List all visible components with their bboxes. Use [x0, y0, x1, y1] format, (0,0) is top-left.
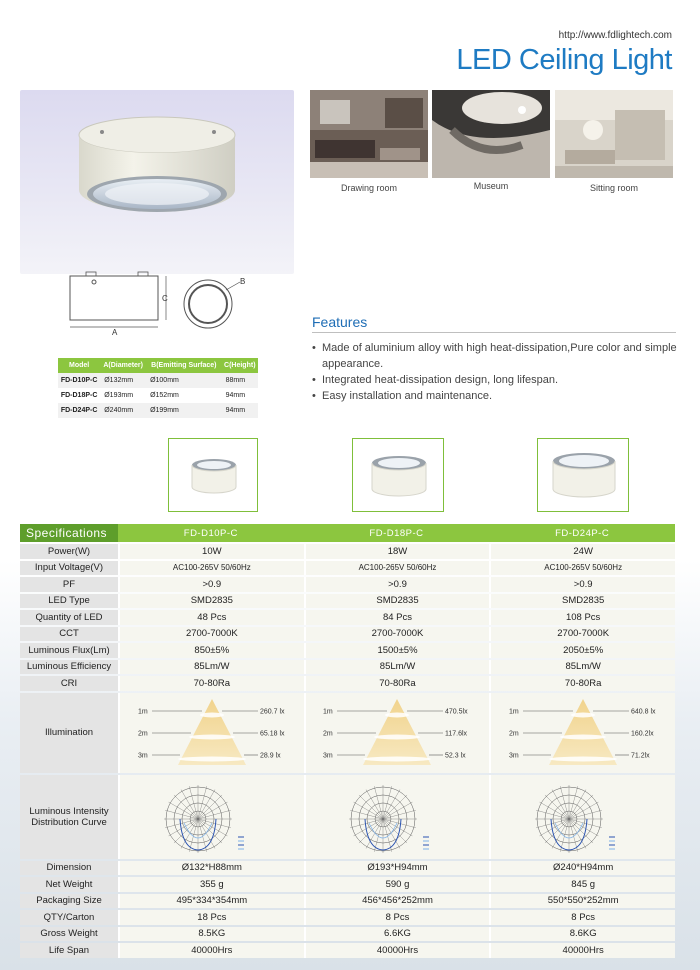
spec-header-label: Specifications	[20, 524, 118, 542]
table-header: B(Emitting Surface)	[146, 358, 222, 373]
illum-distance-label: 1m	[509, 708, 519, 715]
illum-lux-label: 117.6lx	[445, 730, 468, 737]
table-header: A(Diameter)	[100, 358, 146, 373]
spec-row: Dimension Ø132*H88mm Ø193*H94mm Ø240*H94mm	[20, 861, 675, 876]
table-header: Model	[58, 358, 100, 373]
website-url[interactable]: http://www.fdlightech.com	[558, 30, 672, 41]
table-header: C(Height)	[222, 358, 258, 373]
illum-distance-label: 1m	[137, 708, 148, 715]
scene-caption: Museum	[473, 181, 509, 191]
divider	[312, 332, 676, 333]
illum-distance-label: 1m	[323, 708, 334, 715]
dim-label-c: C	[162, 294, 168, 303]
spec-header-model: FD-D18P-C	[304, 524, 490, 542]
illum-distance-label: 2m	[323, 730, 334, 737]
illumination-diagram	[118, 693, 304, 773]
spec-row: PF >0.9 >0.9 >0.9	[20, 577, 675, 592]
illum-lux-label: 640.8 lx	[631, 708, 656, 715]
spec-row: CCT 2700-7000K 2700-7000K 2700-7000K	[20, 627, 675, 642]
scene-caption: Sitting room	[589, 183, 639, 193]
model-dimension-table	[58, 358, 258, 418]
product-thumb-d18p	[352, 438, 444, 512]
spec-row-distribution-curve: Luminous Intensity Distribution Curve	[20, 775, 675, 859]
illum-distance-label: 2m	[509, 730, 519, 737]
table-row: FD-D10P-C Ø132mm Ø100mm 88mm	[58, 373, 258, 388]
illumination-diagram	[489, 693, 675, 773]
spec-row: Gross Weight 8.5KG 6.6KG 8.6KG	[20, 927, 675, 942]
spec-row: Packaging Size 495*334*354mm 456*456*252mm 550*550*252mm	[20, 894, 675, 909]
illum-lux-label: 160.2lx	[631, 730, 654, 737]
dimension-drawing	[62, 270, 262, 343]
page-title: LED Ceiling Light	[456, 44, 672, 76]
feature-item: • Integrated heat-dissipation design, long lifespan.	[312, 372, 678, 388]
spec-row: Luminous Flux(Lm) 850±5% 1500±5% 2050±5%	[20, 643, 675, 658]
product-thumb-d24p	[537, 438, 629, 512]
spec-row: QTY/Carton 18 Pcs 8 Pcs 8 Pcs	[20, 910, 675, 925]
spec-row: Luminous Efficiency 85Lm/W 85Lm/W 85Lm/W	[20, 660, 675, 675]
scene-photo-sitting-room	[555, 90, 673, 178]
spec-row: Power(W) 10W 18W 24W	[20, 544, 675, 559]
table-row: FD-D24P-C Ø240mm Ø199mm 94mm	[58, 403, 258, 418]
dim-label-b: B	[240, 277, 246, 286]
illum-distance-label: 3m	[509, 752, 519, 759]
distribution-curve-diagram	[118, 775, 304, 859]
spec-header-model: FD-D24P-C	[489, 524, 675, 542]
specifications-table	[20, 522, 675, 960]
scene-caption: Drawing room	[340, 183, 398, 193]
features-list	[312, 340, 678, 404]
product-thumb-d10p	[168, 438, 258, 512]
illum-lux-label: 260.7 lx	[259, 708, 285, 715]
distribution-curve-diagram	[489, 775, 675, 859]
spec-header-model: FD-D10P-C	[118, 524, 304, 542]
spec-row: CRI 70-80Ra 70-80Ra 70-80Ra	[20, 676, 675, 691]
illum-lux-label: 28.9 lx	[259, 752, 281, 759]
feature-item: • Made of aluminium alloy with high heat-dissipation,Pure color and simple appearance.	[312, 340, 678, 372]
spec-row: LED Type SMD2835 SMD2835 SMD2835	[20, 594, 675, 609]
distribution-curve-diagram	[304, 775, 490, 859]
hero-product-image	[20, 90, 294, 274]
illum-lux-label: 52.3 lx	[445, 752, 467, 759]
illumination-diagram	[304, 693, 490, 773]
spec-row: Input Voltage(V) AC100-265V 50/60Hz AC100-265V 50/60Hz AC100-265V 50/60Hz	[20, 561, 675, 576]
features-title: Features	[312, 314, 368, 330]
table-row: FD-D18P-C Ø193mm Ø152mm 94mm	[60, 392, 246, 399]
scene-photo-museum	[432, 90, 550, 178]
illum-lux-label: 65.18 lx	[259, 730, 285, 737]
illum-lux-label: 470.5lx	[445, 708, 469, 715]
illum-distance-label: 3m	[137, 752, 148, 759]
feature-item: • Easy installation and maintenance.	[312, 388, 678, 404]
illum-distance-label: 2m	[137, 730, 148, 737]
illum-distance-label: 3m	[323, 752, 334, 759]
spec-row-illumination: Illumination 1m 260.7 lx 2m 65.18 lx 3m 28.9 lx 1m 470.5lx 2m 117.6lx 3m 52.3 lx 1m 640.8 lx 2m 160.2lx 3m 71.2lx	[20, 693, 675, 773]
dim-label-a: A	[112, 328, 118, 337]
spec-row: Quantity of LED 48 Pcs 84 Pcs 108 Pcs	[20, 610, 675, 625]
illum-lux-label: 71.2lx	[631, 752, 650, 759]
spec-row: Net Weight 355 g 590 g 845 g	[20, 877, 675, 892]
scene-photo-drawing-room	[310, 90, 428, 178]
spec-row: Life Span 40000Hrs 40000Hrs 40000Hrs	[20, 943, 675, 958]
